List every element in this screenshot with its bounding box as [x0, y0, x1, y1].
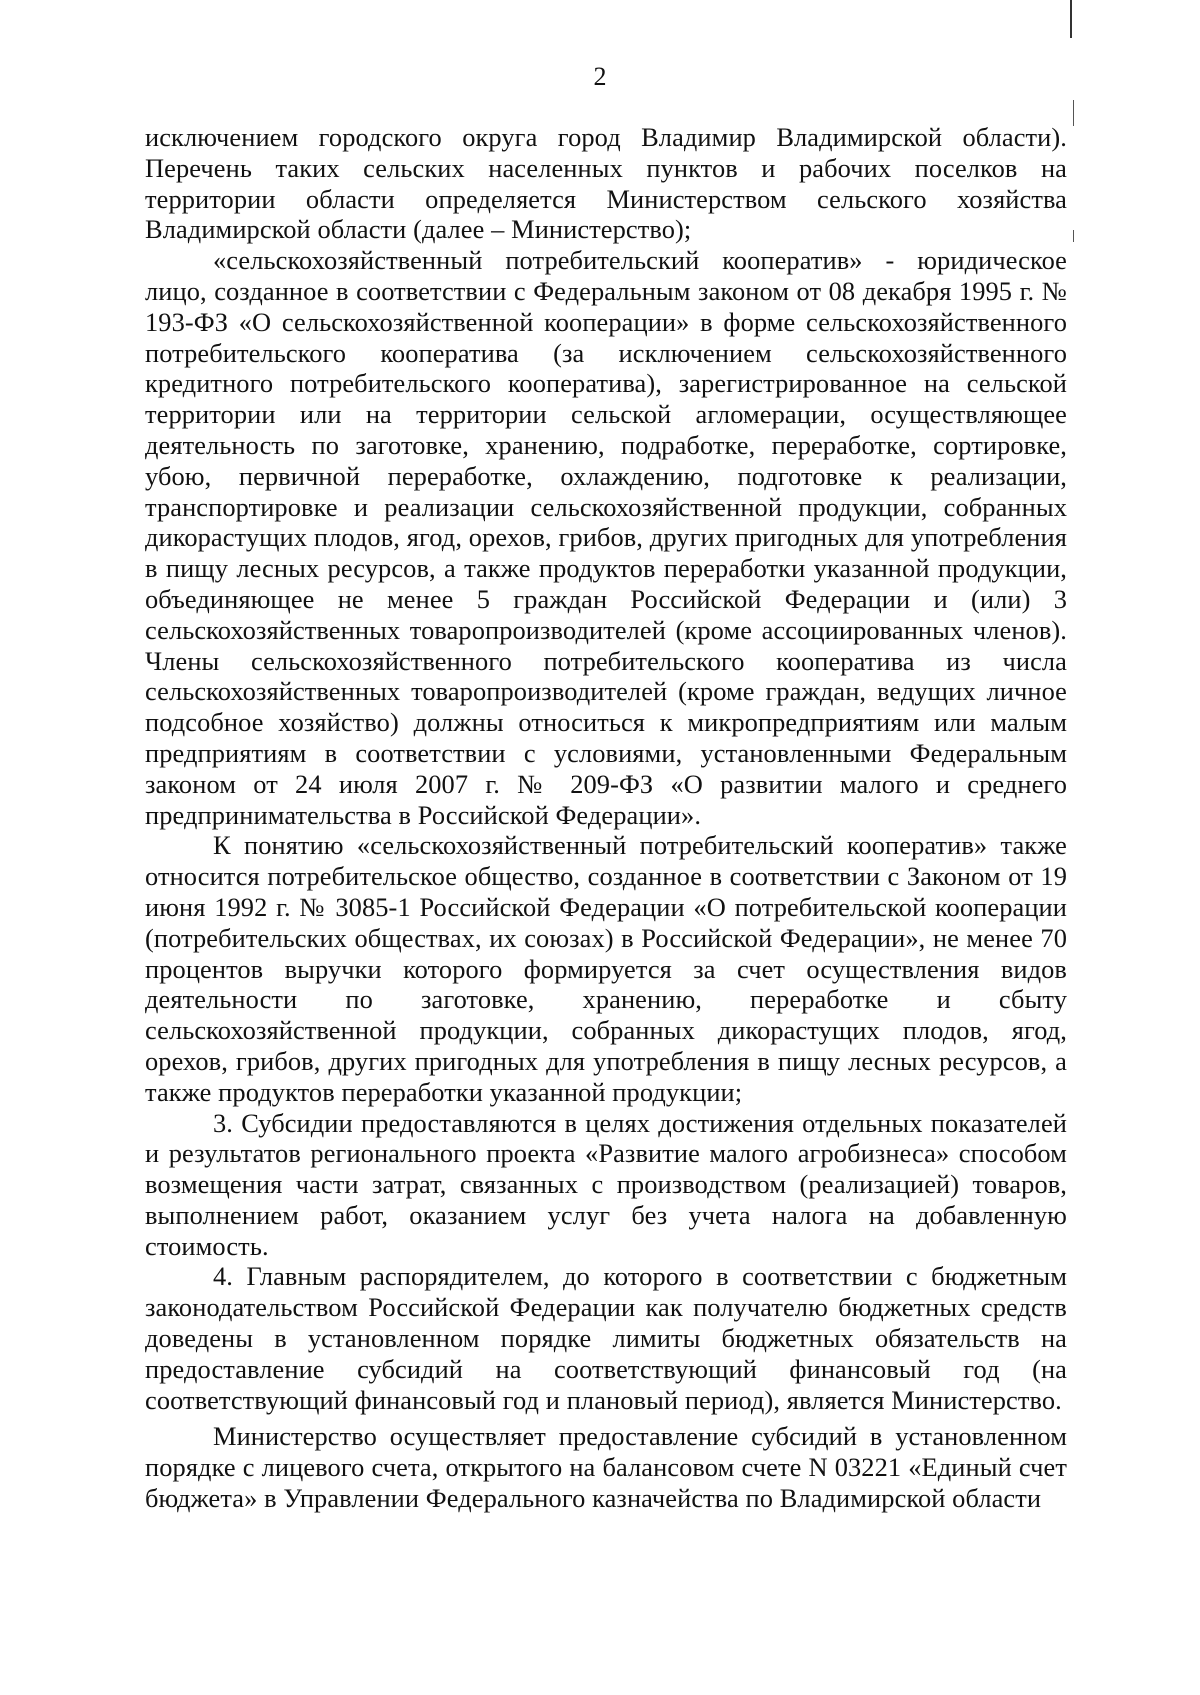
paragraph-rural-territory-definition: исключением городского округа город Владимир Владимирской области). Перечень таких сельских населенных пунктов и рабочих поселков на территории области определяется Министерством сельского хозяйства Владимирской области (далее – Министерство);	[145, 122, 1067, 245]
scan-margin-line	[1070, 0, 1072, 38]
paragraph-main-administrator: 4. Главным распорядителем, до которого в соответствии с бюджетным законодательством Российской Федерации как получателю бюджетных средств доведены в установленном порядке лимиты бюджетных обязательств на предоставление субсидий на соответствующий финансовый год (на соответствующий финансовый год и плановый период), является Министерство.	[145, 1261, 1067, 1415]
paragraph-ministry-account: Министерство осуществляет предоставление субсидий в установленном порядке с лицевого счета, открытого на балансовом счете N 03221 «Единый счет бюджета» в Управлении Федерального казначейства по Владимирской области	[145, 1421, 1067, 1514]
page-number: 2	[593, 62, 607, 91]
paragraph-cooperative-definition: «сельскохозяйственный потребительский кооператив» - юридическое лицо, созданное в соответствии с Федеральным законом от 08 декабря 1995 г. № 193-ФЗ «О сельскохозяйственной кооперации» в форме сельскохозяйственного потребительского кооператива (за исключением сельскохозяйственного кредитного потребительского кооператива), зарегистрированное на сельской территории или на территории сельской агломерации, осуществляющее деятельность по заготовке, хранению, подработке, переработке, сортировке, убою, первичной переработке, охлаждению, подготовке к реализации, транспортировке и реализации сельскохозяйственной продукции, собранных дикорастущих плодов, ягод, орехов, грибов, других пригодных для употребления в пищу лесных ресурсов, а также продуктов переработки указанной продукции, объединяющее не менее 5 граждан Российской Федерации и (или) 3 сельскохозяйственных товаропроизводителей (кроме ассоциированных членов). Члены сельскохозяйственного потребительского кооператива из числа сельскохозяйственных товаропроизводителей (кроме граждан, ведущих личное подсобное хозяйство) должны относиться к микропредприятиям или малым предприятиям в соответствии с условиями, установленными Федеральным законом от 24 июля 2007 г. № 209-ФЗ «О развитии малого и среднего предпринимательства в Российской Федерации».	[145, 245, 1067, 830]
document-body	[145, 122, 1067, 1514]
scan-margin-mark	[1073, 230, 1074, 242]
paragraph-subsidy-purpose: 3. Субсидии предоставляются в целях достижения отдельных показателей и результатов регионального проекта «Развитие малого агробизнеса» способом возмещения части затрат, связанных с производством (реализацией) товаров, выполнением работ, оказанием услуг без учета налога на добавленную стоимость.	[145, 1107, 1067, 1261]
paragraph-consumer-society: К понятию «сельскохозяйственный потребительский кооператив» также относится потребительское общество, созданное в соответствии с Законом от 19 июня 1992 г. № 3085-1 Российской Федерации «О потребительской кооперации (потребительских обществах, их союзах) в Российской Федерации», не менее 70 процентов выручки которого формируется за счет осуществления видов деятельности по заготовке, хранению, переработке и сбыту сельскохозяйственной продукции, собранных дикорастущих плодов, ягод, орехов, грибов, других пригодных для употребления в пищу лесных ресурсов, а также продуктов переработки указанной продукции;	[145, 830, 1067, 1107]
scan-margin-mark	[1073, 100, 1074, 126]
